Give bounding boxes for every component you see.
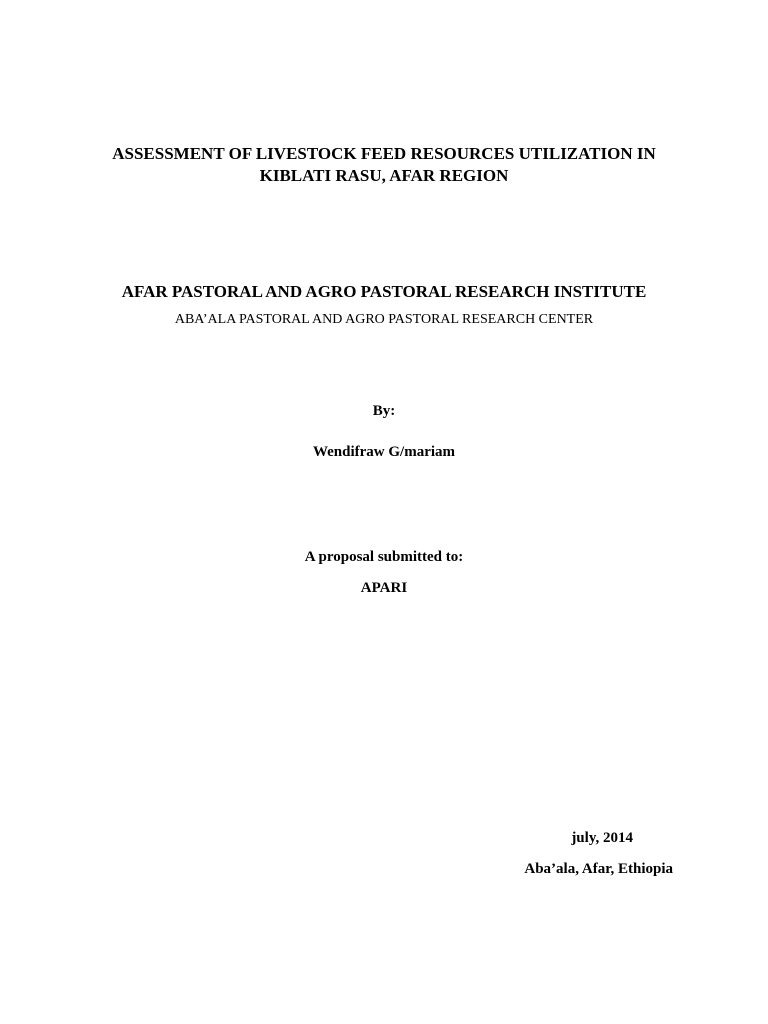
research-center-name: ABA’ALA PASTORAL AND AGRO PASTORAL RESEARCH CENTER (174, 312, 594, 327)
title-line-1: ASSESSMENT OF LIVESTOCK FEED RESOURCES UTILIZATION IN (112, 144, 656, 163)
submitted-label: A proposal submitted to: (304, 549, 464, 565)
document-place: Aba’ala, Afar, Ethiopia (524, 861, 673, 877)
title-line-2: KIBLATI RASU, AFAR REGION (259, 166, 509, 185)
document-date: july, 2014 (571, 830, 633, 846)
institute-name: AFAR PASTORAL AND AGRO PASTORAL RESEARCH INSTITUTE (121, 282, 647, 301)
author-name: Wendifraw G/mariam (312, 444, 456, 460)
submitted-to: APARI (360, 580, 408, 596)
by-label: By: (372, 403, 396, 419)
